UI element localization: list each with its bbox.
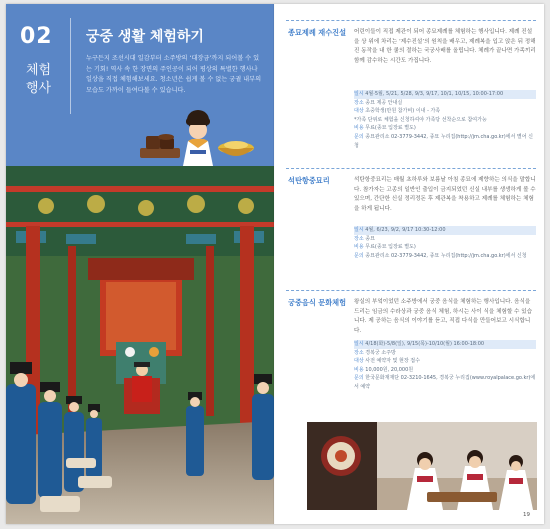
section-info-royal-food	[354, 340, 536, 392]
section-body-jongmyo: 어린이들이 직접 제관이 되어 종묘제례를 체험하는 행사입니다. 제례 진설을 상 위에 차리는 ‘제수진설’의 원칙을 배우고, 제례복을 입고 앉은 뒤 정해진 동작을 내 한 쿨의 절하는 국궁사배를 올립니다. 체례가 끝나면 가족끼리 함께 감수하는 시간도 가집니다.	[354, 29, 536, 64]
palace-ceremony-photo	[6, 166, 274, 524]
section-divider	[286, 168, 536, 169]
section-label-royal-food: 궁중음식 문화체험	[288, 298, 347, 307]
info-line: 문의 종묘관리소 02-3779-3442, 종묘 누리집(http://jm.cha.go.kr)에서 별어 신청	[354, 133, 533, 149]
info-line: 장소 종묘	[354, 235, 375, 242]
section-divider	[286, 290, 536, 291]
section-body-sakmang: 석탄항중묘리는 매월 초하루와 보름날 아침 종묘에 제향하는 의식을 말합니다. 참가자는 고종의 일반인 출입이 금지되었던 신실 내부를 생생하게 볼 수 있으며, 간단한 신실 정리정돈 후 제관복을 착용하고 제례를 체험하는 체험을 하게 됩니다.	[354, 177, 536, 212]
page-number: 19	[523, 512, 530, 518]
page-description: 누구든지 조선시대 일감부터 소주방의 ‘대장금’까지 되어볼 수 있는 기회! 역사 속 한 장면의 주인공이 되어 평상의 특별한 행사나 일상을 직접 체험해보세요. 청소년은 쉽게 볼 수 없는 궁궐 내부의 모습도 가까이 들여다볼 수 있습니다.	[86, 55, 262, 94]
info-line: 비용 무료(종묘 입장료 별도)	[354, 125, 416, 132]
info-line: 비용 무료(종묘 입장료 별도)	[354, 244, 416, 251]
info-line: *가족 단위로 체험을 신청하셔야 가족당 선착순으로 참여가능	[354, 116, 487, 123]
header-divider	[70, 18, 71, 114]
right-page	[274, 4, 544, 524]
brochure-spread	[6, 4, 544, 524]
left-page	[6, 4, 274, 524]
left-header-panel	[6, 4, 274, 166]
section-info-sakmang	[354, 226, 536, 260]
info-line: 일시 4월·5월, 5/21, 5/28, 9/3, 9/17, 10/1, 10/15, 10:00-17:00	[354, 91, 504, 97]
section-body-royal-food: 왕실의 부엌이었던 소주방에서 궁중 음식을 체험하는 행사입니다. 음식을 드리는 임금의 수라상과 궁중 음식 체험, 하시는 사이 식을 체험할 수 있습니다. 제 공하는 음식의 이야기를 듣고, 직접 다식을 만들어보고 시식합니다.	[354, 299, 533, 334]
info-line: 대상 사전 예약자 및 현장 접수	[354, 358, 420, 365]
section-info-jongmyo	[354, 90, 536, 150]
info-line: 일시 4/18(화)-5/8(일), 9/15(목)-10/10(월) 16:00-18:00	[354, 341, 485, 347]
section-number: 02	[20, 24, 53, 49]
info-line: 비용 10,000원, 20,000원	[354, 366, 414, 373]
page-title: 궁중 생활 체험하기	[86, 29, 204, 45]
court-lady-illustration	[138, 108, 258, 166]
info-line: 장소 종묘 제공 안내실	[354, 99, 403, 106]
info-line: 문의 종묘관리소 02-3779-3442, 종묘 누리집(http://jm.cha.go.kr)에서 신청	[354, 252, 527, 259]
section-label-jongmyo: 종묘제례 재수진설	[288, 28, 347, 37]
info-line: 대상 초중학생(만원 참가비) 이내 - 가족	[354, 108, 441, 115]
info-line: 문의 한국문화재재단 02-3210-1645, 경복궁 누리집(www.royalpalace.go.kr)에서 예약	[354, 375, 536, 390]
info-line: 일시 4월, 6/23, 9/2, 9/17 10:30-12:00	[354, 227, 446, 233]
info-line: 장소 경복궁 소주방	[354, 349, 396, 356]
section-category: 체험 행사	[26, 63, 52, 96]
royal-food-photo	[307, 422, 537, 510]
section-divider	[286, 20, 536, 21]
section-label-sakmang: 석탄항중묘리	[288, 176, 330, 185]
